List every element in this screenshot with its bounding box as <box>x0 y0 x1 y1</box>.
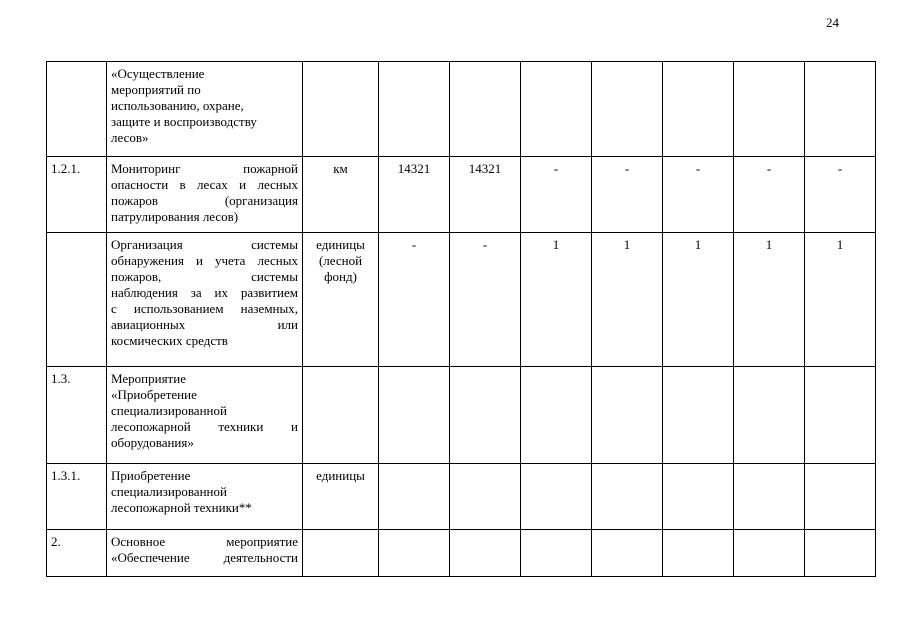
value-cell <box>592 530 663 577</box>
value-cell <box>521 62 592 157</box>
value-cell <box>663 367 734 464</box>
value-cell <box>450 464 521 530</box>
row-name-line: Основное мероприятие <box>111 534 298 549</box>
value-cell <box>663 530 734 577</box>
value-cell: - <box>450 233 521 367</box>
row-number <box>47 233 107 367</box>
table-row <box>47 367 876 464</box>
value-cell <box>734 367 805 464</box>
row-name-line: пожаров (организация <box>111 193 298 208</box>
row-number: 1.3.1. <box>47 464 107 530</box>
row-unit <box>303 464 379 530</box>
row-name <box>107 157 303 233</box>
value-cell: - <box>734 157 805 233</box>
value-cell: - <box>379 233 450 367</box>
row-name-line: специализированной <box>111 403 227 418</box>
row-unit-line: (лесной <box>318 253 363 268</box>
value-cell: 1 <box>734 233 805 367</box>
row-name <box>107 530 303 577</box>
table-row <box>47 157 876 233</box>
row-name-line: лесопожарной техники** <box>111 500 252 515</box>
row-unit <box>303 62 379 157</box>
row-name <box>107 233 303 367</box>
value-cell <box>379 530 450 577</box>
value-cell <box>592 464 663 530</box>
row-unit-line: единицы <box>316 237 365 252</box>
value-cell <box>805 367 876 464</box>
table-row <box>47 233 876 367</box>
row-name-line: «Осуществление <box>111 66 205 81</box>
row-number: 1.3. <box>47 367 107 464</box>
row-name-line: лесов» <box>111 130 149 145</box>
row-name <box>107 367 303 464</box>
value-cell <box>734 464 805 530</box>
value-cell <box>592 62 663 157</box>
row-unit <box>303 530 379 577</box>
row-name-line: патрулирования лесов) <box>111 209 239 224</box>
row-name-line: Организация системы <box>111 237 298 252</box>
value-cell <box>450 62 521 157</box>
row-number <box>47 62 107 157</box>
row-name-line: Мониторинг пожарной <box>111 161 298 176</box>
row-name-line: лесопожарной техники и <box>111 419 298 434</box>
row-name-line: пожаров, системы <box>111 269 298 284</box>
row-name-line: «Приобретение <box>111 387 197 402</box>
row-name <box>107 62 303 157</box>
row-unit-line: км <box>333 161 348 176</box>
value-cell <box>734 530 805 577</box>
value-cell: 1 <box>663 233 734 367</box>
value-cell <box>521 530 592 577</box>
row-unit-line: фонд) <box>324 269 357 284</box>
value-cell <box>663 464 734 530</box>
value-cell <box>379 464 450 530</box>
table-body <box>47 62 876 577</box>
value-cell <box>379 367 450 464</box>
row-name-line: защите и воспроизводству <box>111 114 257 129</box>
value-cell: 14321 <box>379 157 450 233</box>
value-cell <box>805 530 876 577</box>
row-name-line: наблюдения за их развитием <box>111 285 298 300</box>
row-name-line: Приобретение <box>111 468 191 483</box>
row-name-line: оборудования» <box>111 435 194 450</box>
row-unit-line: единицы <box>316 468 365 483</box>
page-number: 24 <box>826 15 839 30</box>
row-name-line: космических средств <box>111 333 228 348</box>
row-number: 2. <box>47 530 107 577</box>
value-cell: 14321 <box>450 157 521 233</box>
row-name <box>107 464 303 530</box>
value-cell <box>450 367 521 464</box>
value-cell: 1 <box>592 233 663 367</box>
value-cell: - <box>521 157 592 233</box>
value-cell <box>379 62 450 157</box>
row-name-line: использованию, охране, <box>111 98 244 113</box>
value-cell: - <box>805 157 876 233</box>
value-cell <box>734 62 805 157</box>
row-name-line: опасности в лесах и лесных <box>111 177 298 192</box>
row-name-line: мероприятий по <box>111 82 201 97</box>
row-name-line: Мероприятие <box>111 371 186 386</box>
table-row <box>47 530 876 577</box>
row-unit <box>303 157 379 233</box>
value-cell <box>450 530 521 577</box>
value-cell <box>521 464 592 530</box>
table-row <box>47 62 876 157</box>
value-cell: 1 <box>521 233 592 367</box>
value-cell: - <box>592 157 663 233</box>
value-cell <box>663 62 734 157</box>
row-number: 1.2.1. <box>47 157 107 233</box>
row-unit <box>303 367 379 464</box>
row-name-line: «Обеспечение деятельности <box>111 550 298 565</box>
table-row <box>47 464 876 530</box>
value-cell <box>805 464 876 530</box>
row-name-line: авиационных или <box>111 317 298 332</box>
value-cell: - <box>663 157 734 233</box>
row-name-line: обнаружения и учета лесных <box>111 253 298 268</box>
row-name-line: специализированной <box>111 484 227 499</box>
document-table <box>46 61 876 577</box>
row-unit <box>303 233 379 367</box>
value-cell <box>805 62 876 157</box>
value-cell <box>521 367 592 464</box>
row-name-line: с использованием наземных, <box>111 301 298 316</box>
value-cell <box>592 367 663 464</box>
value-cell: 1 <box>805 233 876 367</box>
